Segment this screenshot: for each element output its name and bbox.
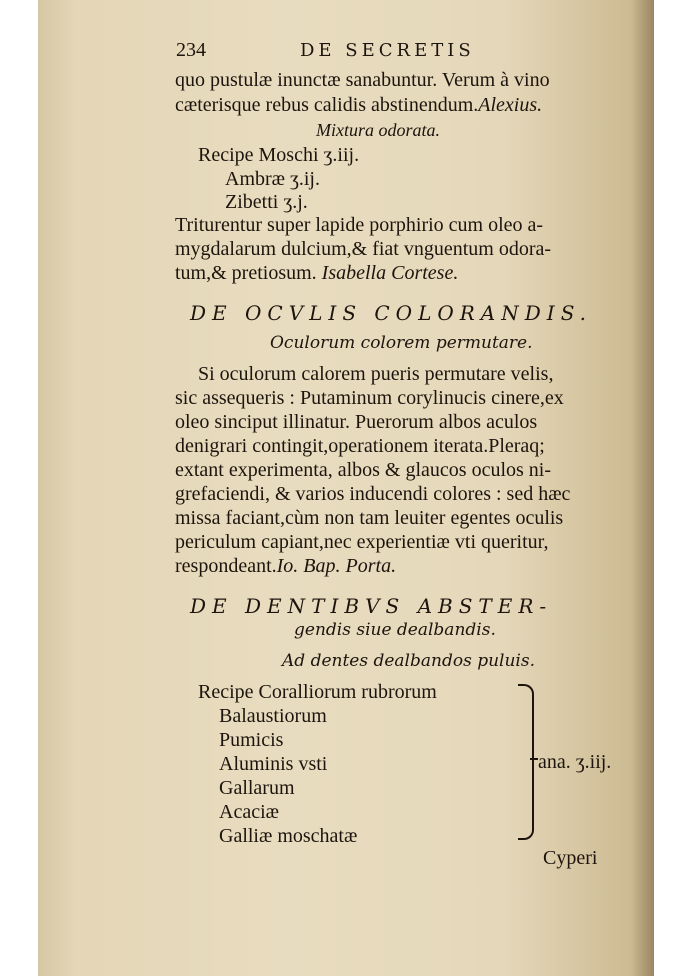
ingredient: Galliæ moschatæ <box>219 825 358 847</box>
text-line: mygdalarum dulcium,& fiat vnguentum odora- <box>175 238 552 260</box>
text-line: extant experimenta, albos & glaucos oculos ni- <box>175 459 552 481</box>
ingredient: Gallarum <box>219 777 295 799</box>
section-heading: DE DENTIBVS ABSTER- <box>190 594 553 618</box>
author-attribution: Isabella Cortese. <box>321 262 459 284</box>
book-page <box>38 0 654 976</box>
section-heading: DE OCVLIS COLORANDIS. <box>190 301 593 325</box>
text-line: Si oculorum calorem pueris permutare velis, <box>198 363 554 385</box>
author-attribution: Alexius. <box>478 94 543 116</box>
page-gutter-shadow <box>632 0 654 976</box>
recipe-line: Ambræ ʒ.ij. <box>225 168 320 190</box>
text-line: oleo sinciput illinatur. Puerorum albos aculos <box>175 411 538 433</box>
section-subheading: Ad dentes dealbandos puluis. <box>282 651 535 671</box>
catchword: Cyperi <box>543 847 598 869</box>
section-title: Mixtura odorata. <box>316 120 440 140</box>
text-line: Triturentur super lapide porphirio cum oleo a- <box>175 214 544 236</box>
text-line: sic assequeris : Putaminum corylinucis cinere,ex <box>175 387 564 409</box>
text-line: denigrari contingit,operationem iterata.Pleraq; <box>175 435 545 457</box>
text-line: missa faciant,cùm non tam leuiter egentes oculis <box>175 507 564 529</box>
grouping-brace <box>518 684 534 840</box>
text-line: respondeant.Io. Bap. Porta. <box>175 555 397 577</box>
text-line: quo pustulæ inunctæ sanabuntur. Verum à vino <box>175 69 550 91</box>
recipe-line: Zibetti ʒ.j. <box>225 191 308 213</box>
ingredient: Balaustiorum <box>219 705 327 727</box>
text-line: cæterisque rebus calidis abstinendum.Alexius. <box>175 94 543 116</box>
section-subheading: Oculorum colorem permutare. <box>270 333 533 353</box>
ingredient: Aluminis vsti <box>219 753 328 775</box>
text-line: tum,& pretiosum. Isabella Cortese. <box>175 262 459 284</box>
grouping-brace-tip <box>530 758 538 760</box>
recipe-line: Recipe Coralliorum rubrorum <box>198 681 437 703</box>
ingredient: Acaciæ <box>219 801 279 823</box>
text-line: periculum capiant,nec experientiæ vti queritur, <box>175 531 549 553</box>
quantity-label: ana. ʒ.iij. <box>538 751 612 773</box>
recipe-line: Recipe Moschi ʒ.iij. <box>198 144 360 166</box>
section-heading-continuation: gendis siue dealbandis. <box>294 620 496 640</box>
page-number: 234 <box>176 39 206 61</box>
ingredient: Pumicis <box>219 729 284 751</box>
running-title: DE SECRETIS <box>300 40 475 61</box>
author-attribution: Io. Bap. Porta. <box>276 555 397 577</box>
text-line: grefaciendi, & varios inducendi colores : sed hæc <box>175 483 571 505</box>
